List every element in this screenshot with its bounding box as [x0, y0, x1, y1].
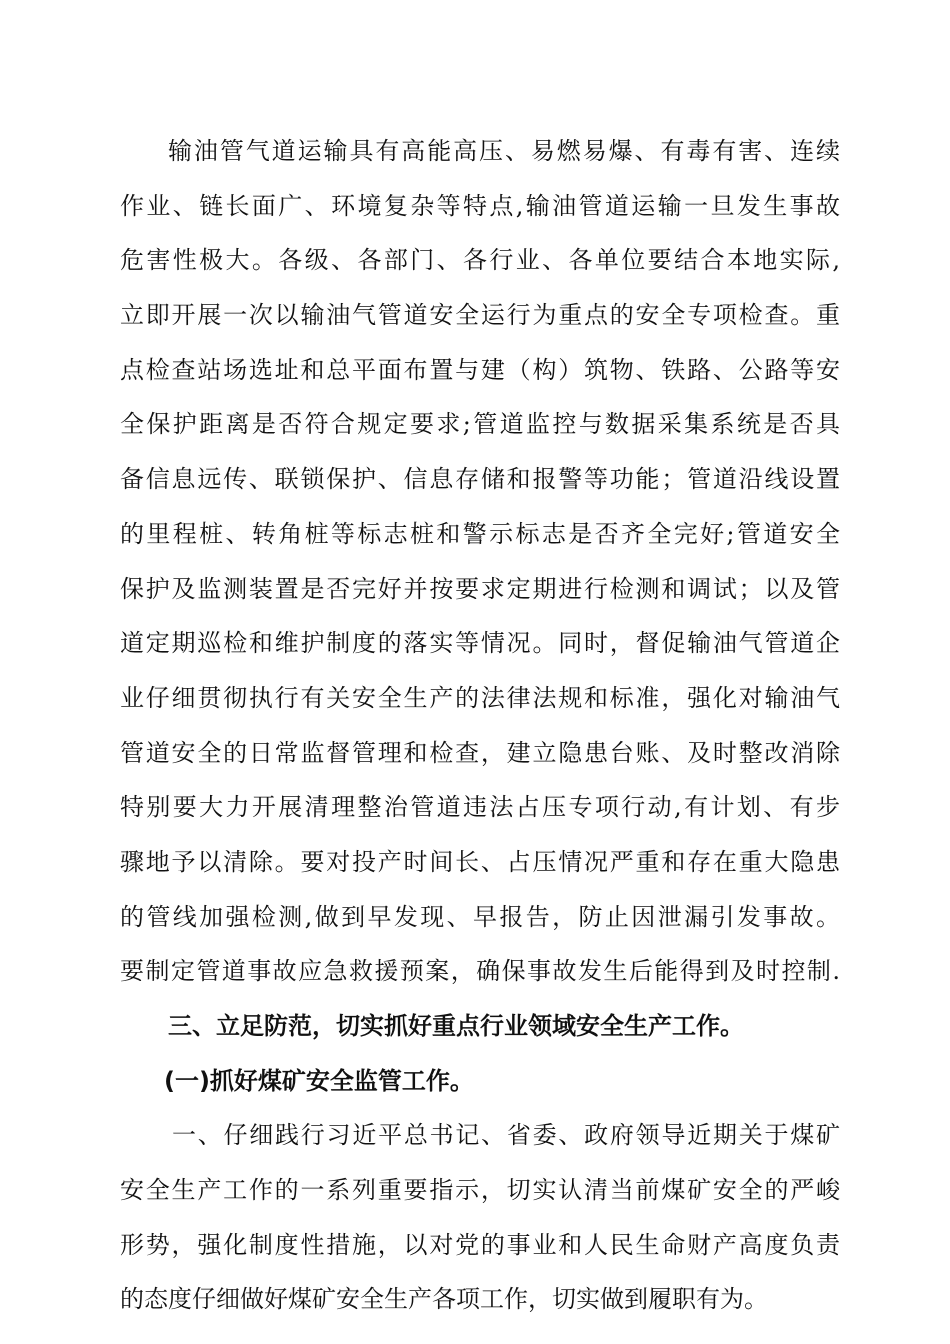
- paragraph-line: 管道安全的日常监督管理和检查，建立隐患台账、及时整改消除: [120, 738, 840, 767]
- paragraph-line: 立即开展一次以输油气管道安全运行为重点的安全专项检查。重: [120, 301, 840, 330]
- paragraph-line: 特别要大力开展清理整治管道违法占压专项行动,有计划、有步: [120, 793, 840, 822]
- paragraph-line: 安全生产工作的一系列重要指示，切实认清当前煤矿安全的严峻: [120, 1176, 840, 1205]
- paragraph-line: 保护及监测装置是否完好并按要求定期进行检测和调试；以及管: [120, 574, 840, 603]
- paragraph-line: 输油管气道运输具有高能高压、易燃易爆、有毒有害、连续: [168, 137, 840, 165]
- paragraph-line: 点检查站场选址和总平面布置与建（构）筑物、铁路、公路等安: [120, 355, 840, 384]
- paragraph-line: 作业、链长面广、环境复杂等特点,输油管道运输一旦发生事故: [120, 191, 840, 220]
- paragraph-pipeline-safety: [120, 124, 840, 999]
- section-heading: 三、立足防范，切实抓好重点行业领域安全生产工作。: [168, 1012, 744, 1040]
- paragraph-line: 道定期巡检和维护制度的落实等情况。同时，督促输油气管道企: [120, 629, 840, 658]
- document-body: [120, 124, 840, 1327]
- paragraph-line: 要制定管道事故应急救援预案，确保事故发生后能得到及时控制.: [120, 957, 840, 986]
- paragraph-coal-mine-safety: [120, 1108, 840, 1327]
- paragraph-line: 形势，强化制度性措施，以对党的事业和人民生命财产高度负责: [120, 1230, 840, 1259]
- paragraph-line: 备信息远传、联锁保护、信息存储和报警等功能；管道沿线设置: [120, 465, 840, 494]
- paragraph-line: 的态度仔细做好煤矿安全生产各项工作，切实做到履职有为。: [120, 1285, 768, 1314]
- paragraph-line: 危害性极大。各级、各部门、各行业、各单位要结合本地实际,: [120, 246, 840, 275]
- paragraph-line: 一、仔细践行习近平总书记、省委、政府领导近期关于煤矿: [172, 1121, 840, 1150]
- paragraph-line: 骤地予以清除。要对投产时间长、占压情况严重和存在重大隐患: [120, 847, 840, 876]
- paragraph-line: 业仔细贯彻执行有关安全生产的法律法规和标准，强化对输油气: [120, 683, 840, 712]
- paragraph-line: 的管线加强检测,做到早发现、早报告，防止因泄漏引发事故。: [120, 902, 840, 931]
- paragraph-line: 全保护距离是否符合规定要求;管道监控与数据采集系统是否具: [120, 410, 840, 439]
- paragraph-line: 的里程桩、转角桩等标志桩和警示标志是否齐全完好;管道安全: [120, 519, 840, 548]
- subsection-heading: (一)抓好煤矿安全监管工作。: [164, 1066, 474, 1095]
